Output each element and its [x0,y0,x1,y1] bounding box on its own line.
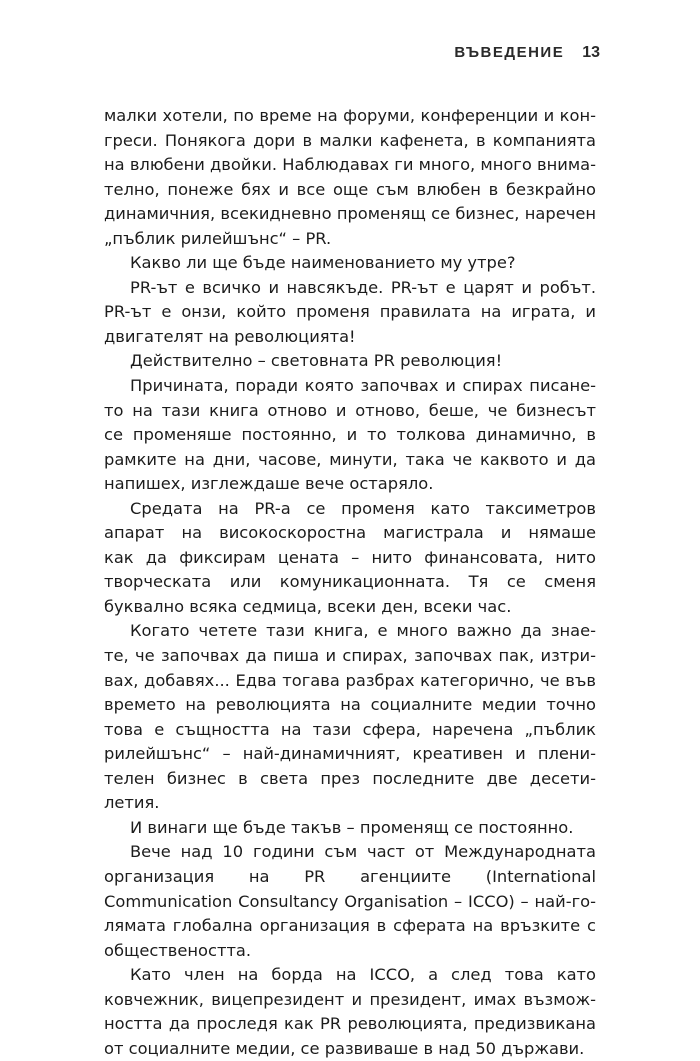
paragraph [104,251,596,276]
text-line: вах, добавях... Едва тогава разбрах категорично, че във [104,670,596,690]
text-line: напишех, изглеждаше вече остаряло. [104,474,434,494]
paragraph [104,963,596,1061]
page-number: 13 [582,44,600,61]
text-line: Когато четете тази книга, е много важно да знае- [130,621,596,641]
text-line: ковчежник, вицепрезидент и президент, имах възмож- [104,989,596,1009]
text-line: „пъблик рилейшънс“ – PR. [104,228,332,248]
paragraph [104,497,596,620]
paragraph [104,816,596,841]
paragraph [104,374,596,497]
text-line: как да фиксирам цената – нито финансовата, нито [104,547,596,567]
text-line: динамичния, всекидневно променящ се бизнес, наречен [104,204,596,224]
text-line: двигателят на революцията! [104,326,356,346]
text-line: апарат на високоскоростна магистрала и нямаше [104,523,596,543]
text-line: греси. Понякога дори в малки кафенета, в компанията [104,130,596,150]
text-line: то на тази книга отново и отново, беше, че бизнесът [104,400,596,420]
text-line: рилейшънс“ – най-динамичният, креативен и плени- [104,744,596,764]
text-line: малки хотели, по време на форуми, конференции и кон- [104,106,596,125]
paragraph [104,840,596,963]
text-line: телно, понеже бях и все още съм влюбен в безкрайно [104,179,596,199]
running-header [454,44,600,62]
text-line: Communication Consultancy Organisation – ICCO) – най-го- [104,891,596,911]
text-line: лямата глобална организация в сферата на връзките с [104,916,596,936]
text-line: буквално всяка седмица, всеки ден, всеки час. [104,596,512,616]
text-line: те, че започвах да пиша и спирах, започвах пак, изтри- [104,646,596,666]
text-line: от социалните медии, се развиваше в над 50 държави. [104,1038,585,1058]
paragraph [104,104,596,251]
text-line: Действително – световната PR революция! [130,351,503,371]
text-line: И винаги ще бъде такъв – променящ се постоянно. [130,817,574,837]
text-line: времето на революцията на социалните медии точно [104,695,596,715]
section-title: ВЪВЕДЕНИЕ [454,44,565,61]
text-line: организация на PR агенциите (International [104,866,596,886]
text-line: Какво ли ще бъде наименованието му утре? [130,253,516,273]
text-line: се променяше постоянно, и то толкова динамично, в [104,425,596,445]
text-line: Средата на PR-а се променя като таксиметров [130,498,596,518]
body-text [104,104,596,1061]
paragraph [104,276,596,350]
paragraph [104,619,596,815]
text-line: летия. [104,793,160,813]
text-line: PR-ът е онзи, който променя правилата на играта, и [104,302,596,322]
text-line: телен бизнес в света през последните две десети- [104,768,596,788]
text-line: PR-ът е всичко и навсякъде. PR-ът е царят и робът. [130,277,596,297]
text-line: това е същността на тази сфера, наречена „пъблик [104,719,596,739]
text-line: обществеността. [104,940,252,960]
text-line: творческата или комуникационната. Тя се сменя [104,572,596,592]
text-line: Като член на борда на ICCO, а след това като [130,965,596,985]
text-line: ността да проследя как PR революцията, предизвикана [104,1014,596,1034]
text-line: Причината, поради която започвах и спирах писане- [130,376,596,396]
paragraph [104,349,596,374]
text-line: Вече над 10 години съм част от Международната [130,842,596,862]
text-line: рамките на дни, часове, минути, така че каквото и да [104,449,596,469]
text-line: на влюбени двойки. Наблюдавах ги много, много внима- [104,155,596,175]
